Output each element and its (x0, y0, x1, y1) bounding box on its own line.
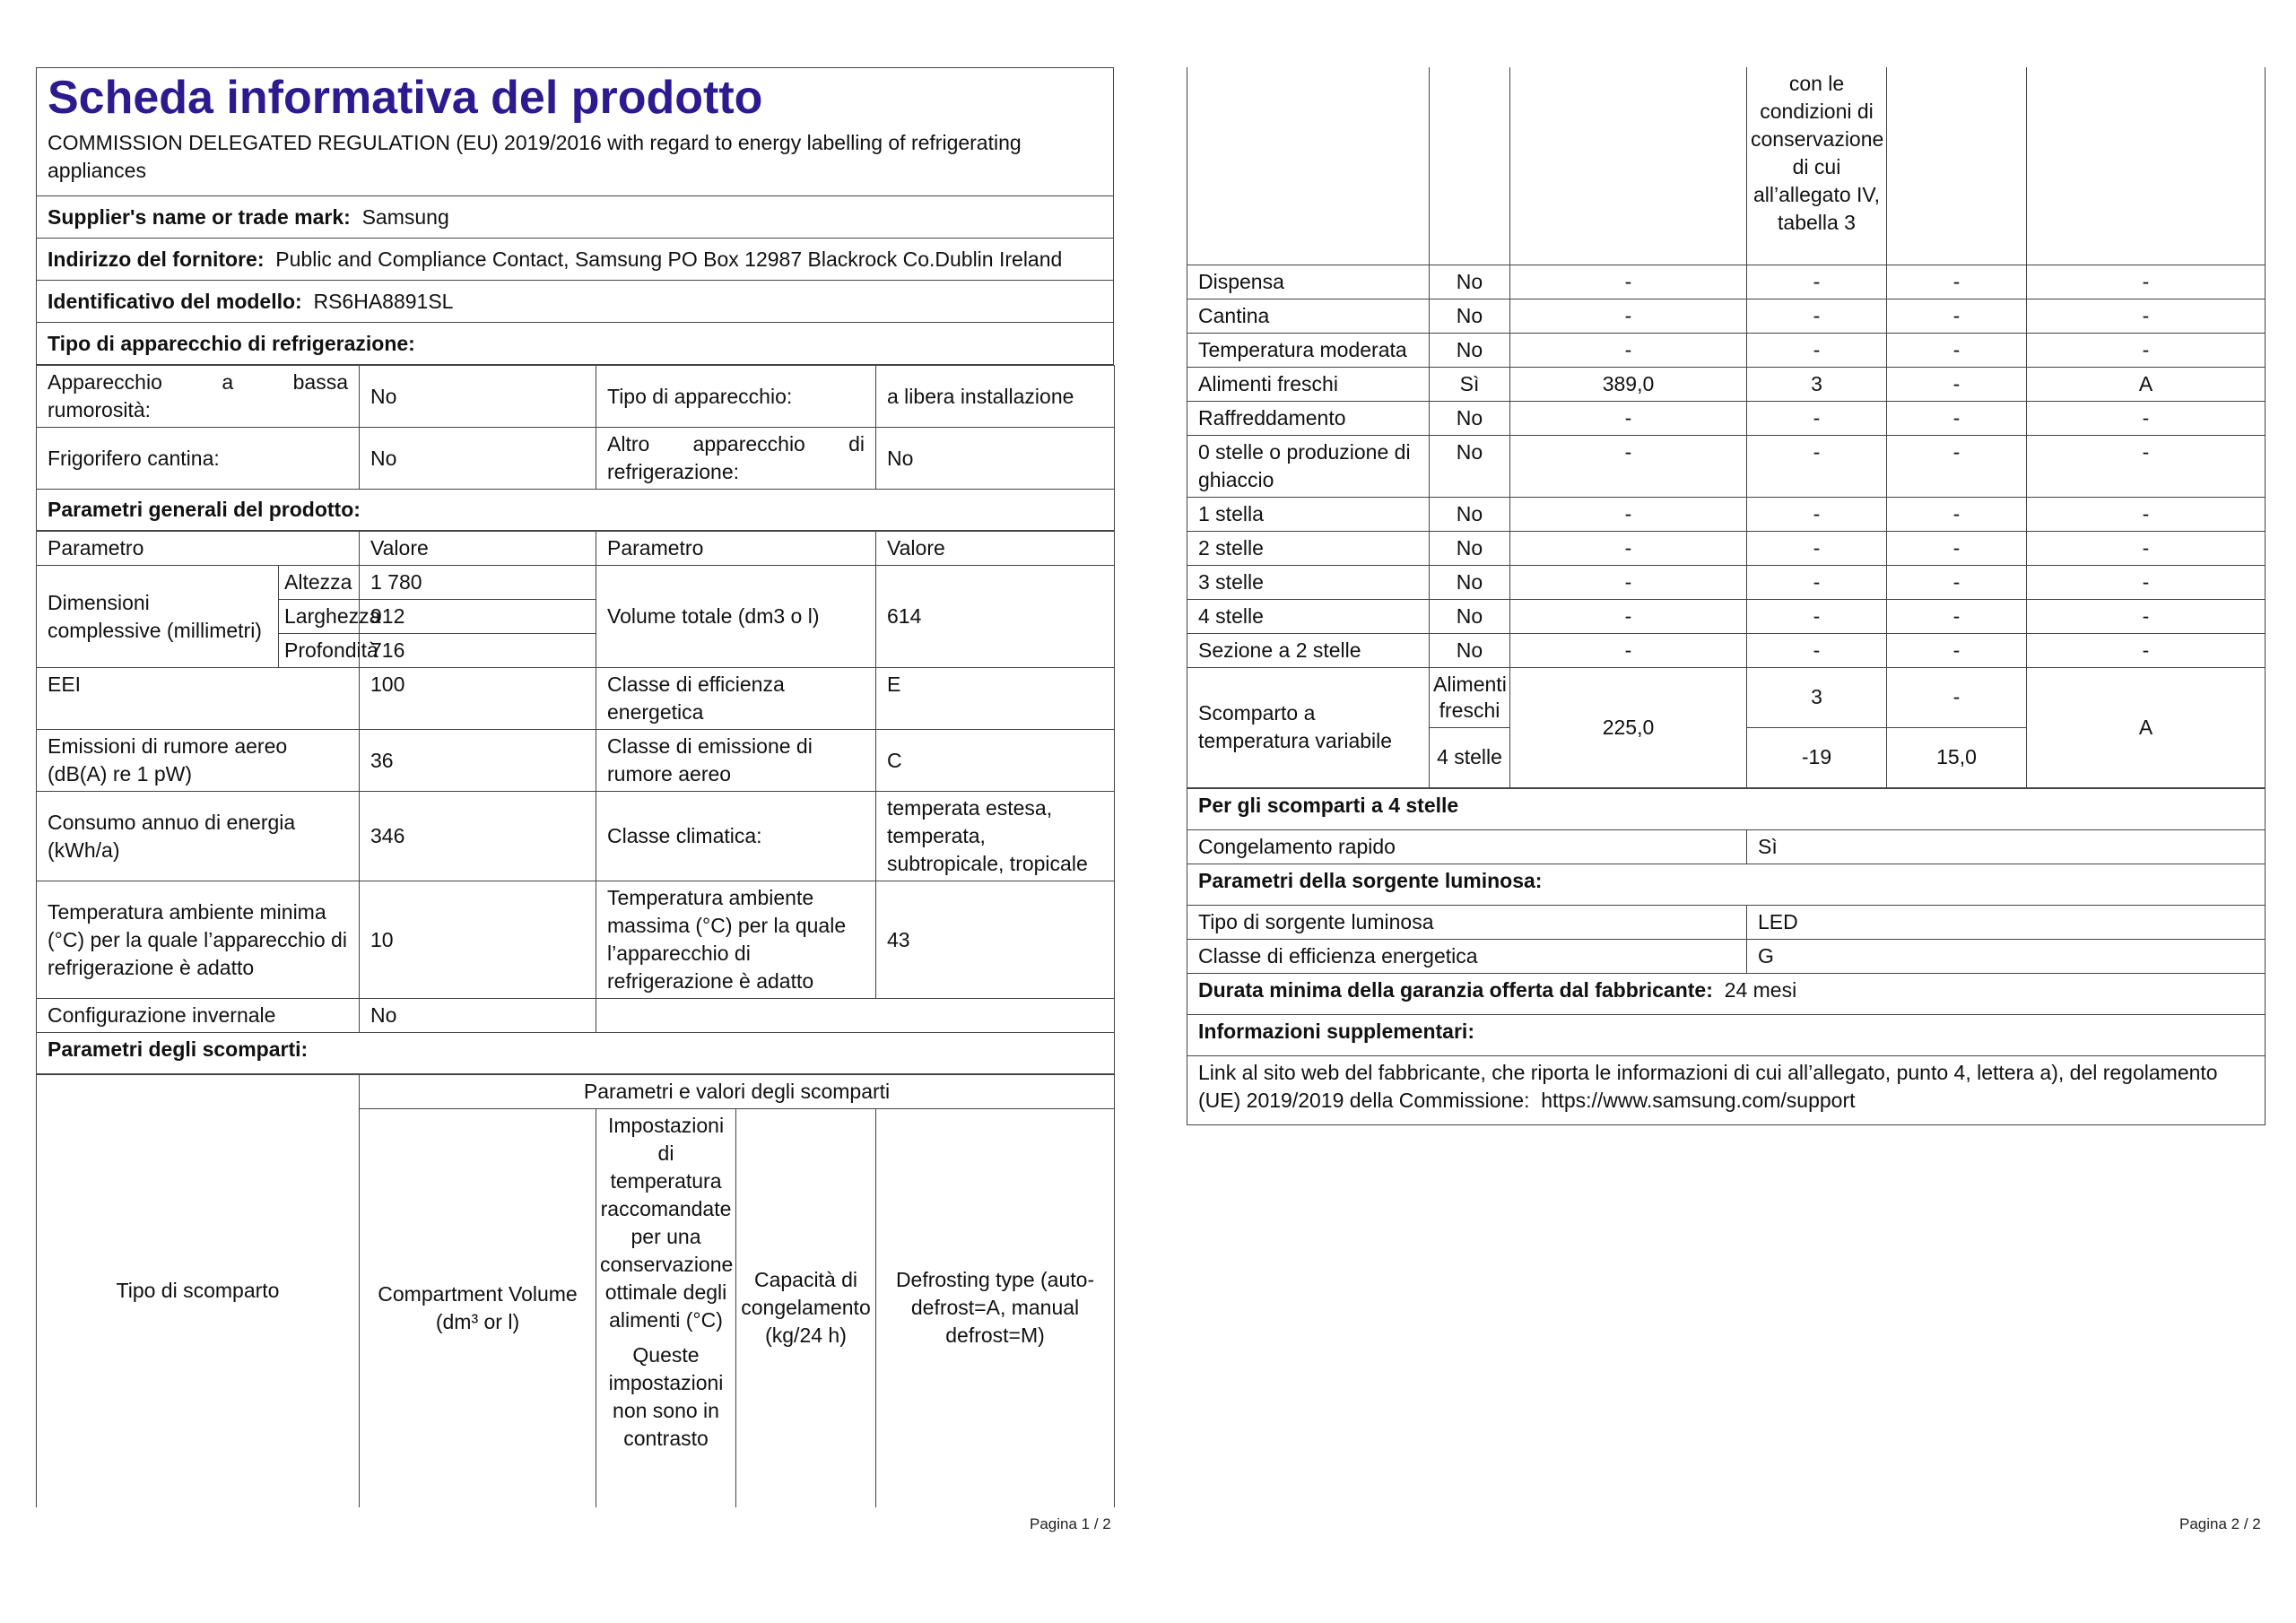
compartment-freeze: - (1887, 401, 2027, 435)
energy-class-value: E (876, 668, 1115, 730)
climate-value: temperata estesa, temperata, subtropicale, tropicale (876, 792, 1115, 881)
compartment-params-header: Parametri e valori degli scomparti (360, 1075, 1115, 1109)
energy-class-label: Classe di efficienza energetica (596, 668, 876, 730)
compartment-defrost: - (2027, 435, 2266, 497)
compartment-freeze: - (1887, 435, 2027, 497)
compartment-present: No (1430, 299, 1510, 333)
compartment-name: 3 stelle (1187, 565, 1430, 599)
compartment-defrost: - (2027, 633, 2266, 667)
compartment-volume: - (1510, 599, 1747, 633)
compartment-present: No (1430, 531, 1510, 565)
tmin-label: Temperatura ambiente minima (°C) per la quale l’apparecchio di refrigerazione è adatto (37, 881, 360, 999)
compartment-volume: - (1510, 497, 1747, 531)
compartment-volume: 389,0 (1510, 367, 1747, 401)
other-appliance-label: Altro apparecchio di refrigerazione: (596, 428, 876, 490)
compartment-present: No (1430, 265, 1510, 299)
supplier-label: Supplier's name or trade mark: (48, 204, 351, 229)
appliance-type-label: Tipo di apparecchio: (596, 366, 876, 428)
appliance-type-heading: Tipo di apparecchio di refrigerazione: (37, 323, 1114, 365)
warranty-label: Durata minima della garanzia offerta dal fabbricante: (1198, 977, 1713, 1002)
extra-table (1187, 788, 2266, 1125)
compartment-temp: - (1747, 497, 1887, 531)
manufacturer-link[interactable]: https://www.samsung.com/support (1541, 1088, 1856, 1112)
height-value: 1 780 (360, 566, 596, 600)
compartment-present: No (1430, 633, 1510, 667)
address-value: Public and Compliance Contact, Samsung PO Box 12987 Blackrock Co.Dublin Ireland (275, 247, 1063, 271)
noise-label: Emissioni di rumore aereo (dB(A) re 1 pW) (37, 730, 360, 792)
other-appliance-value: No (876, 428, 1115, 490)
light-class-label: Classe di efficienza energetica (1187, 939, 1747, 973)
noise-value: 36 (360, 730, 596, 792)
fast-freeze-value: Sì (1747, 829, 2266, 864)
compartment-row (1187, 497, 2266, 531)
compartment-volume: - (1510, 633, 1747, 667)
compartment-name: Dispensa (1187, 265, 1430, 299)
compartment-row (1187, 435, 2266, 497)
variable-volume: 225,0 (1510, 667, 1747, 787)
warranty-row (1187, 973, 2266, 1014)
col-value: Valore (360, 532, 596, 566)
compartment-volume: - (1510, 435, 1747, 497)
volume-label: Volume totale (dm3 o l) (596, 566, 876, 668)
compartment-defrost: - (2027, 333, 2266, 367)
compartment-temp: - (1747, 599, 1887, 633)
compartment-freeze: - (1887, 531, 2027, 565)
variable-temp-4star: -19 (1747, 727, 1887, 787)
compartment-defrost: - (2027, 299, 2266, 333)
compartment-defrost: - (2027, 531, 2266, 565)
compartment-defrost: - (2027, 497, 2266, 531)
compartment-present: No (1430, 565, 1510, 599)
compartment-row (1187, 599, 2266, 633)
temperature-header (596, 1109, 736, 1507)
compartment-temp: - (1747, 265, 1887, 299)
compartment-row (1187, 299, 2266, 333)
compartments-header-table (36, 1074, 1115, 1507)
compartment-name: 4 stelle (1187, 599, 1430, 633)
address-row (37, 239, 1114, 281)
extra-heading: Informazioni supplementari: (1187, 1014, 2266, 1055)
compartment-volume: - (1510, 401, 1747, 435)
variable-temp-fresh: 3 (1747, 667, 1887, 727)
variable-sub-fresh: Alimenti freschi (1430, 667, 1510, 727)
dimensions-label: Dimensioni complessive (millimetri) (37, 566, 279, 668)
depth-value: 716 (360, 634, 596, 668)
tmax-label: Temperatura ambiente massima (°C) per la quale l’apparecchio di refrigerazione è adatto (596, 881, 876, 999)
temperature-note-part2: con le condizioni di conservazione di cui all’allegato IV, tabella 3 (1747, 67, 1887, 265)
compartment-volume: - (1510, 265, 1747, 299)
consumption-value: 346 (360, 792, 596, 881)
compartment-defrost: A (2027, 367, 2266, 401)
width-label: Larghezza (279, 600, 360, 634)
width-value: 912 (360, 600, 596, 634)
climate-label: Classe climatica: (596, 792, 876, 881)
low-noise-value: No (360, 366, 596, 428)
compartment-row (1187, 265, 2266, 299)
compartment-present: No (1430, 497, 1510, 531)
compartment-name: Alimenti freschi (1187, 367, 1430, 401)
general-params-table (36, 531, 1115, 1074)
compartment-freeze: - (1887, 367, 2027, 401)
col-value-2: Valore (876, 532, 1115, 566)
compartment-temp: - (1747, 299, 1887, 333)
compartments-table (1187, 67, 2266, 788)
page-2 (1187, 67, 2265, 1125)
compartment-name: 0 stelle o produzione di ghiaccio (1187, 435, 1430, 497)
compartment-temp: - (1747, 633, 1887, 667)
compartment-defrost: - (2027, 401, 2266, 435)
low-noise-label: Apparecchio a bassa rumorosità: (37, 366, 360, 428)
info-table-top (36, 67, 1114, 365)
tmin-value: 10 (360, 881, 596, 999)
col-param: Parametro (37, 532, 360, 566)
compartment-temp: - (1747, 401, 1887, 435)
compartment-present: Sì (1430, 367, 1510, 401)
compartment-row (1187, 531, 2266, 565)
variable-freeze-fresh: - (1887, 667, 2027, 727)
page-1 (36, 67, 1114, 1507)
compartment-freeze: - (1887, 299, 2027, 333)
address-label: Indirizzo del fornitore: (48, 247, 265, 271)
compartment-row (1187, 367, 2266, 401)
appliance-table (36, 365, 1115, 531)
volume-value: 614 (876, 566, 1115, 668)
compartment-present: No (1430, 599, 1510, 633)
compartment-defrost: - (2027, 599, 2266, 633)
compartment-defrost: - (2027, 565, 2266, 599)
compartment-temp: - (1747, 565, 1887, 599)
winter-label: Configurazione invernale (37, 999, 360, 1033)
compartment-name: Sezione a 2 stelle (1187, 633, 1430, 667)
page-number-2: Pagina 2 / 2 (2179, 1515, 2261, 1532)
winter-value: No (360, 999, 596, 1033)
compartment-freeze: - (1887, 633, 2027, 667)
compartment-name: Temperatura moderata (1187, 333, 1430, 367)
compartment-freeze: - (1887, 265, 2027, 299)
variable-freeze-4star: 15,0 (1887, 727, 2027, 787)
volume-header: Compartment Volume (dm³ or l) (360, 1109, 596, 1507)
compartment-freeze: - (1887, 599, 2027, 633)
compartment-defrost: - (2027, 265, 2266, 299)
compartment-type-header: Tipo di scomparto (37, 1075, 360, 1507)
defrost-header: Defrosting type (auto-defrost=A, manual defrost=M) (876, 1109, 1115, 1507)
noise-class-label: Classe di emissione di rumore aereo (596, 730, 876, 792)
model-label: Identificativo del modello: (48, 289, 302, 313)
light-type-label: Tipo di sorgente luminosa (1187, 905, 1747, 939)
tmax-value: 43 (876, 881, 1115, 999)
compartment-temp: - (1747, 435, 1887, 497)
compartment-freeze: - (1887, 565, 2027, 599)
warranty-value: 24 mesi (1724, 977, 1797, 1002)
appliance-type-value: a libera installazione (876, 366, 1115, 428)
extra-info (1187, 1055, 2266, 1124)
compartment-present: No (1430, 333, 1510, 367)
eei-value: 100 (360, 668, 596, 730)
noise-class-value: C (876, 730, 1115, 792)
variable-compartment-label: Scomparto a temperatura variabile (1187, 667, 1430, 787)
temperature-header-text: Impostazioni di temperatura raccomandate per una conservazione ottimale degli alimenti (°C) (600, 1114, 734, 1332)
supplier-value: Samsung (361, 204, 449, 229)
four-star-heading: Per gli scomparti a 4 stelle (1187, 788, 2266, 829)
freeze-capacity-header: Capacità di congelamento (kg/24 h) (736, 1109, 876, 1507)
light-type-value: LED (1747, 905, 2266, 939)
compartment-volume: - (1510, 531, 1747, 565)
eei-label: EEI (37, 668, 360, 730)
compartment-temp: - (1747, 531, 1887, 565)
model-value: RS6HA8891SL (313, 289, 454, 313)
compartment-name: Raffreddamento (1187, 401, 1430, 435)
temperature-note-part1: Queste impostazioni non sono in contrasto (608, 1343, 724, 1450)
compartment-name: Cantina (1187, 299, 1430, 333)
light-class-value: G (1747, 939, 2266, 973)
compartment-name: 2 stelle (1187, 531, 1430, 565)
compartment-row (1187, 633, 2266, 667)
compartments-heading: Parametri degli scomparti: (37, 1033, 1115, 1074)
compartment-temp: 3 (1747, 367, 1887, 401)
compartment-freeze: - (1887, 333, 2027, 367)
compartment-name: 1 stella (1187, 497, 1430, 531)
model-row (37, 281, 1114, 323)
general-params-heading: Parametri generali del prodotto: (37, 490, 1115, 531)
extra-text: Link al sito web del fabbricante, che riporta le informazioni di cui all’allegato, punto 4, lettera a), del regolamento (UE) 2019/2019 della Commissione: (1198, 1060, 2218, 1112)
wine-cooler-value: No (360, 428, 596, 490)
fast-freeze-label: Congelamento rapido (1187, 829, 1747, 864)
depth-label: Profondità (279, 634, 360, 668)
wine-cooler-label: Frigorifero cantina: (37, 428, 360, 490)
compartment-row (1187, 401, 2266, 435)
compartment-present: No (1430, 401, 1510, 435)
height-label: Altezza (279, 566, 360, 600)
compartment-volume: - (1510, 333, 1747, 367)
regulation-text: COMMISSION DELEGATED REGULATION (EU) 2019/2016 with regard to energy labelling of refrigerating appliances (48, 131, 1022, 182)
col-param-2: Parametro (596, 532, 876, 566)
compartment-freeze: - (1887, 497, 2027, 531)
compartment-volume: - (1510, 299, 1747, 333)
page-title: Scheda informativa del prodotto (48, 72, 763, 124)
light-heading: Parametri della sorgente luminosa: (1187, 864, 2266, 905)
compartments-body (1187, 265, 2266, 667)
variable-sub-4star: 4 stelle (1430, 727, 1510, 787)
compartment-temp: - (1747, 333, 1887, 367)
compartment-volume: - (1510, 565, 1747, 599)
page-number-1: Pagina 1 / 2 (1030, 1515, 1111, 1532)
variable-defrost: A (2027, 667, 2266, 787)
compartment-present: No (1430, 435, 1510, 497)
compartment-row (1187, 333, 2266, 367)
consumption-label: Consumo annuo di energia (kWh/a) (37, 792, 360, 881)
supplier-row (37, 196, 1114, 239)
compartment-row (1187, 565, 2266, 599)
